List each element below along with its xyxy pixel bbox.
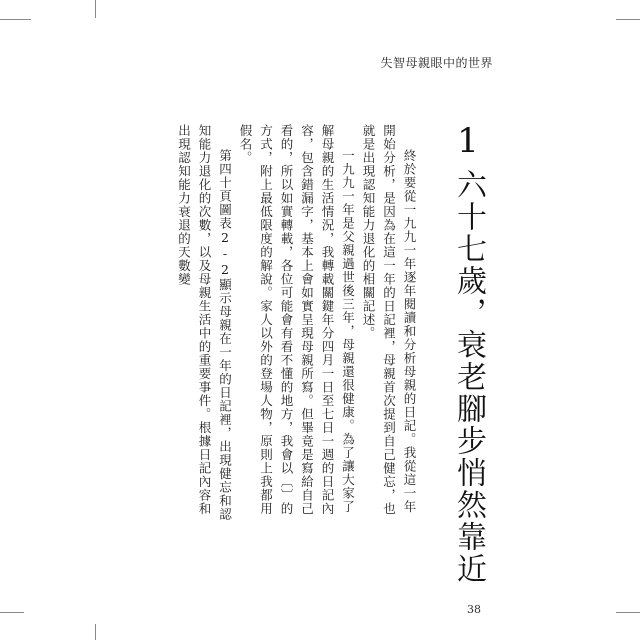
- crop-mark-bottom-left: [0, 612, 24, 613]
- chapter-title: 六十七歲，衰老腳步悄然靠近: [451, 169, 486, 585]
- crop-mark-top-left-v: [95, 0, 96, 18]
- chapter-number: 1: [457, 121, 479, 161]
- crop-mark-bottom-right: [616, 612, 640, 613]
- crop-mark-top-right: [616, 19, 640, 20]
- paragraph: 終於要從一九九一年逐年閱讀和分析母親的日記。我從這一年開始分析，是因為在這一年的日記裡，母親首次提到自己健忘，也就是出現認知能力退化的相關記述。: [361, 124, 417, 516]
- paragraph: 一九九一年是父親過世後三年，母親還很健康。為了讓大家了解母親的生活情況，我轉載關鍵年分四月一日至七日一週的日記內容，包含錯漏字，基本上會如實呈現母親所寫。但畢竟是寫給自己看的，所以如實轉載，各位可能會有看不懂的地方，我會以〔〕的方式，附上最低限度的解說。家人以外的登場人物，原則上我都用假名。: [238, 124, 356, 516]
- crop-mark-top-left: [0, 19, 31, 20]
- chapter-heading: [446, 121, 490, 585]
- body-text: [173, 124, 419, 524]
- crop-mark-bottom-left-v: [95, 624, 96, 640]
- running-head: 失智母親眼中的世界: [380, 56, 493, 70]
- paragraph: 第四十頁圖表2-2顯示母親在一年的日記裡，出現健忘和認知能力退化的次數，以及母親生活中的重要事件。根據日記內容和出現認知能力衰退的天數變: [176, 124, 233, 521]
- page-number: 38: [467, 603, 481, 616]
